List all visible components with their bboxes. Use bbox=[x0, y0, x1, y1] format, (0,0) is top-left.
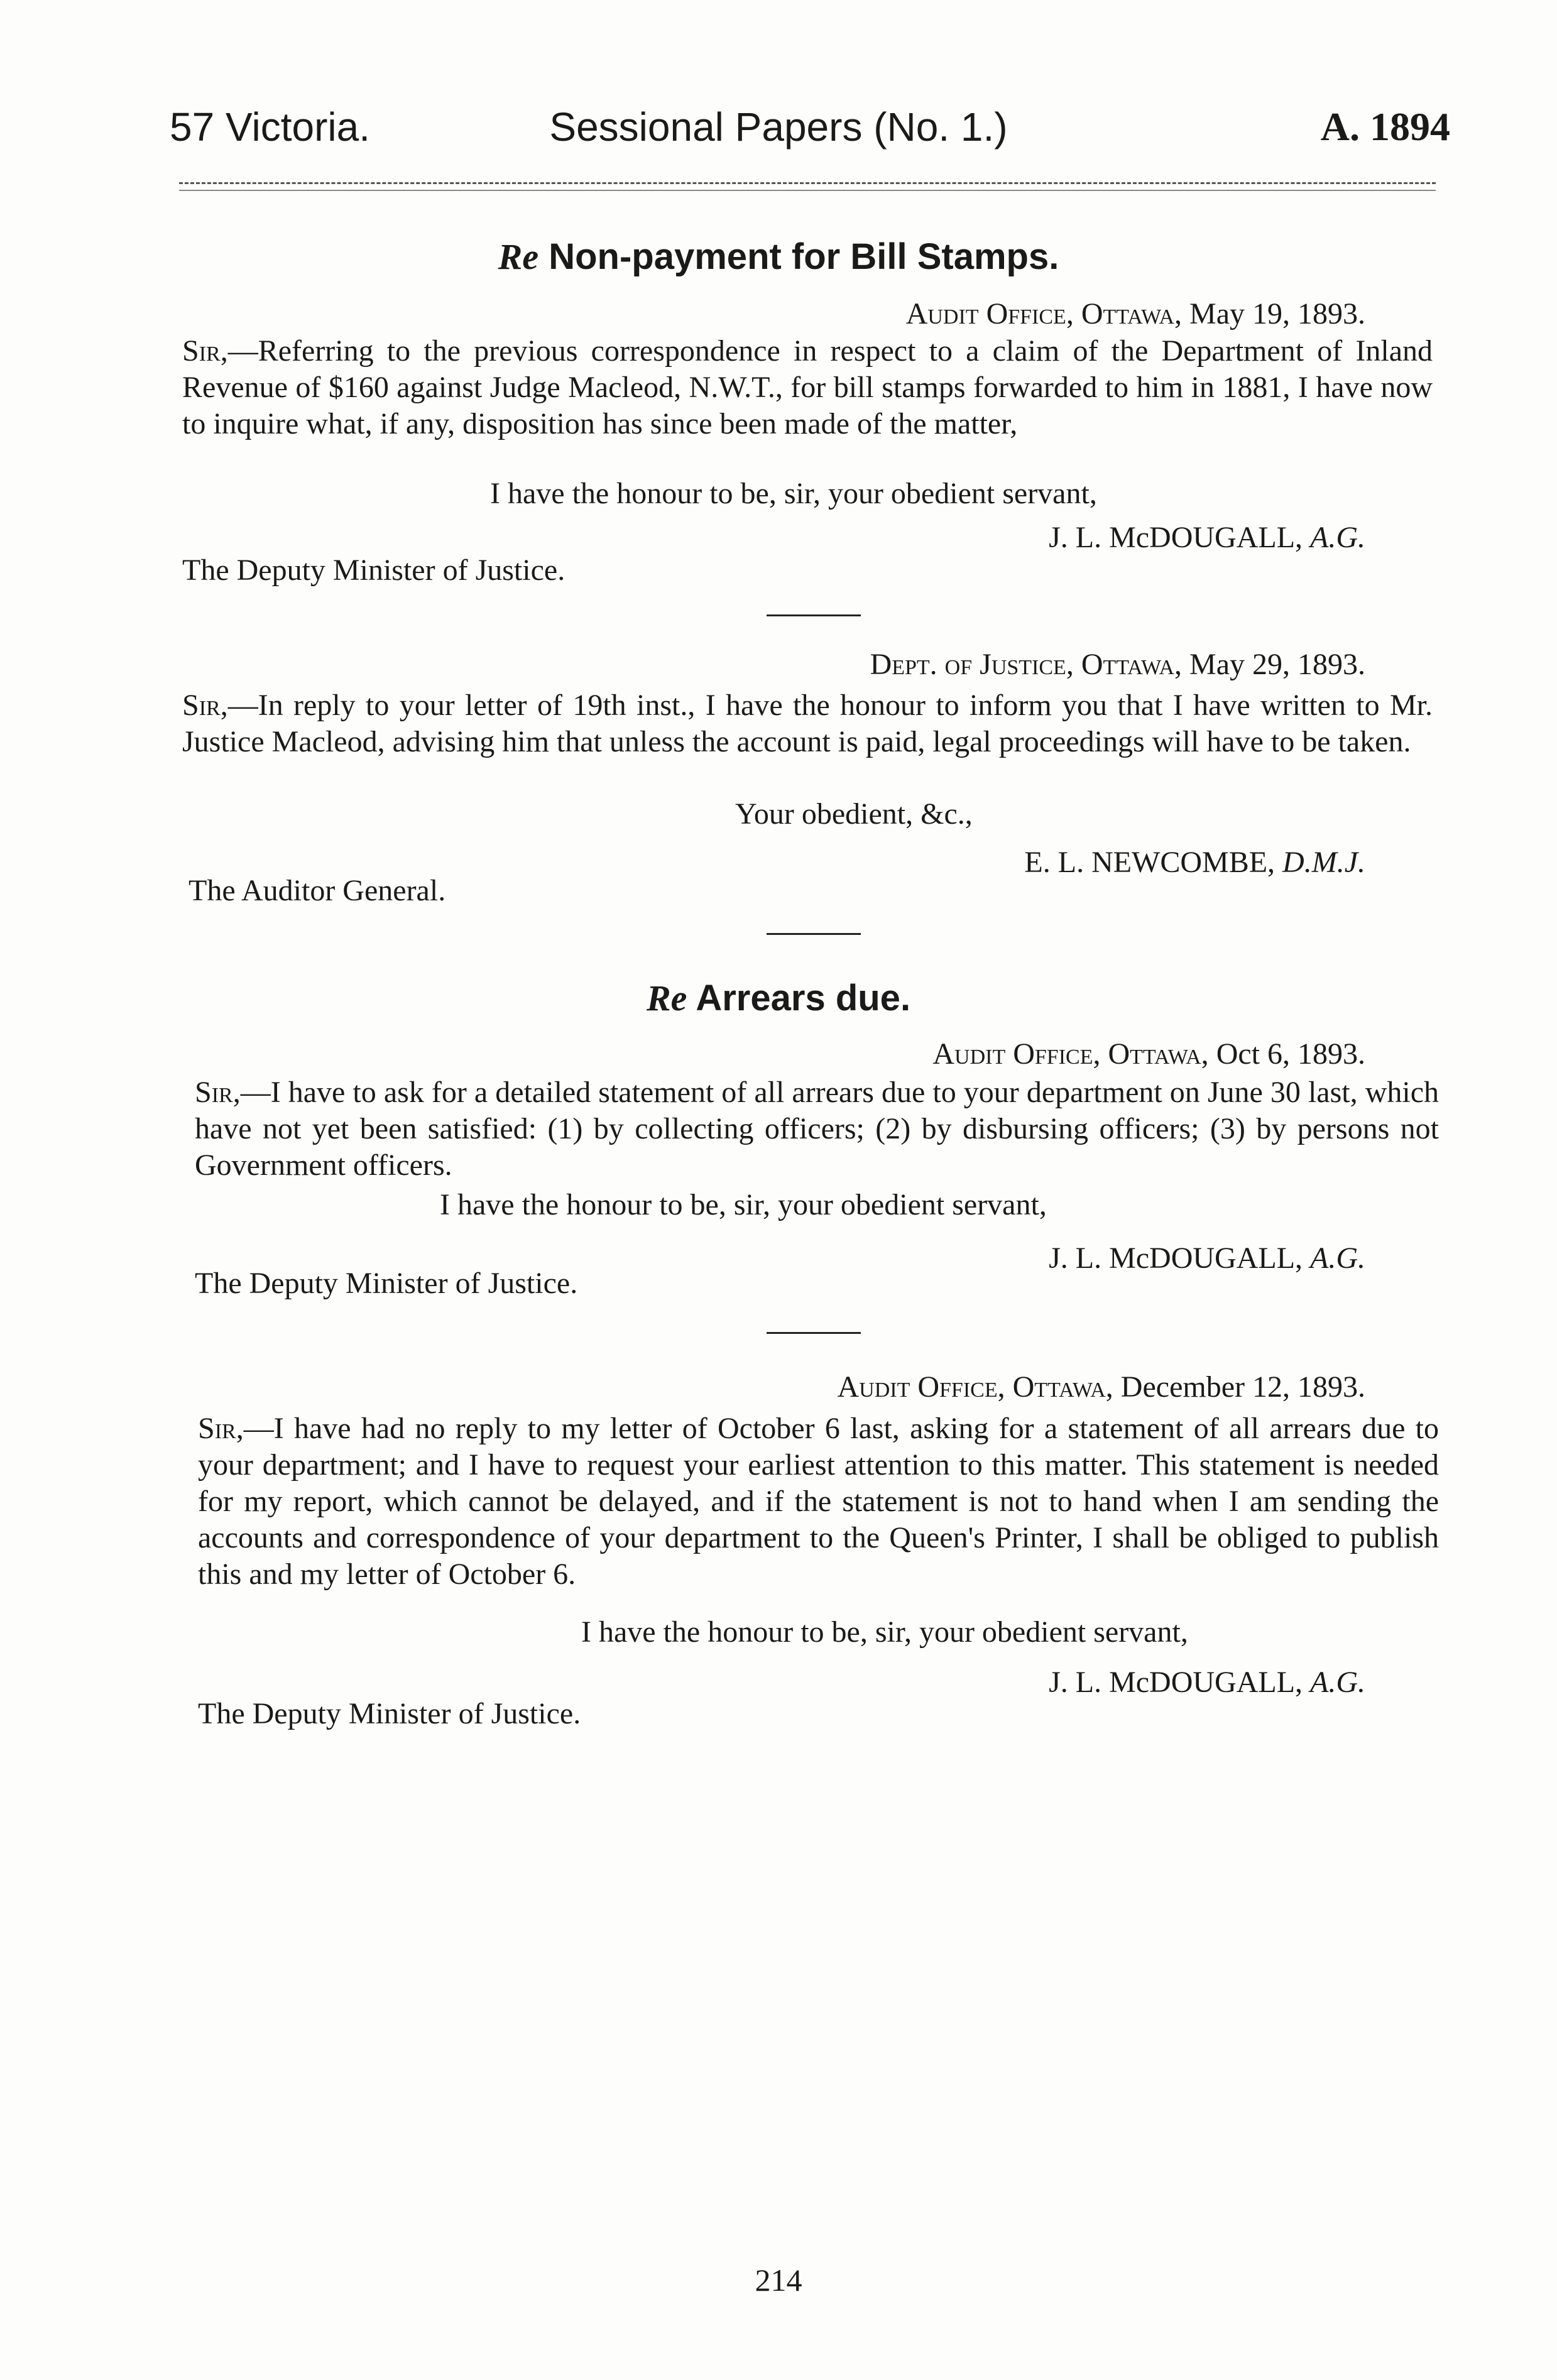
letter-signature bbox=[1049, 520, 1365, 555]
letter-separator bbox=[767, 614, 861, 616]
salutation: Sir, bbox=[198, 1412, 244, 1445]
dateline-date: May 29, 1893. bbox=[1189, 648, 1365, 681]
letter-body-text: —I have had no reply to my letter of October 6 last, asking for a statement of all arrears due to your department; and I have to request your earliest attention to this matter. This statement is needed for my report, which cannot be delayed, and if the statement is not to hand when I am sending the accounts and correspondence of your department to the Queen's Printer, I shall be obliged to publish this and my letter of October 6. bbox=[198, 1412, 1439, 1591]
dateline-place: Dept. of Justice, Ottawa, bbox=[870, 648, 1183, 681]
letter-body-text: —In reply to your letter of 19th inst., I have the honour to inform you that I have written to Mr. Justice Macleod, advising him that unless the account is paid, legal proceedings will have to be taken. bbox=[182, 689, 1433, 758]
letter-addressee: The Deputy Minister of Justice. bbox=[182, 554, 565, 587]
signature-title: A.G. bbox=[1310, 521, 1365, 554]
section-title-arrears bbox=[0, 977, 1557, 1019]
letter-body bbox=[195, 1074, 1439, 1184]
letter-addressee: The Deputy Minister of Justice. bbox=[195, 1267, 578, 1300]
signature-name: J. L. McDOUGALL, bbox=[1049, 1666, 1303, 1699]
letter-dateline bbox=[837, 1370, 1365, 1404]
salutation: Sir, bbox=[182, 334, 228, 368]
dateline-place: Audit Office, Ottawa, bbox=[905, 297, 1183, 330]
letter-addressee: The Auditor General. bbox=[188, 874, 446, 907]
letter-addressee: The Deputy Minister of Justice. bbox=[198, 1697, 581, 1730]
letter-dateline bbox=[870, 647, 1365, 682]
signature-name: J. L. McDOUGALL, bbox=[1049, 521, 1303, 554]
signature-name: J. L. McDOUGALL, bbox=[1049, 1242, 1303, 1275]
letter-body bbox=[182, 687, 1433, 760]
section-title-text: Arrears due. bbox=[696, 978, 911, 1018]
section-title-re: Re bbox=[646, 978, 687, 1018]
letter-closing: I have the honour to be, sir, your obedient servant, bbox=[581, 1615, 1188, 1649]
letter-body bbox=[198, 1411, 1439, 1593]
dateline-date: May 19, 1893. bbox=[1189, 297, 1365, 330]
running-header-left: 57 Victoria. bbox=[170, 104, 370, 150]
signature-name: E. L. NEWCOMBE, bbox=[1024, 846, 1276, 879]
letter-signature bbox=[1049, 1241, 1365, 1275]
letter-closing: I have the honour to be, sir, your obedient servant, bbox=[440, 1188, 1047, 1221]
letter-body-text: —I have to ask for a detailed statement of all arrears due to your department on June 30 last, which have not yet been satisfied: (1) by collecting officers; (2) by disbursing officers; (3) by persons not Government officers. bbox=[195, 1076, 1439, 1182]
running-header-center: Sessional Papers (No. 1.) bbox=[549, 104, 1008, 150]
signature-title: A.G. bbox=[1310, 1242, 1365, 1275]
signature-title: D.M.J. bbox=[1282, 846, 1365, 879]
signature-title: A.G. bbox=[1310, 1666, 1365, 1699]
dateline-place: Audit Office, Ottawa, bbox=[932, 1037, 1209, 1071]
salutation: Sir, bbox=[182, 689, 228, 722]
letter-closing: I have the honour to be, sir, your obedient servant, bbox=[490, 477, 1097, 510]
letter-body bbox=[182, 333, 1433, 442]
letter-signature bbox=[1049, 1665, 1365, 1700]
salutation: Sir, bbox=[195, 1076, 241, 1109]
section-title-text: Non-payment for Bill Stamps. bbox=[549, 236, 1059, 277]
dateline-date: December 12, 1893. bbox=[1120, 1370, 1365, 1404]
running-header-right: A. 1894 bbox=[1320, 104, 1450, 149]
letter-signature bbox=[1024, 845, 1365, 880]
section-title-re: Re bbox=[498, 236, 539, 277]
letter-dateline bbox=[906, 297, 1365, 331]
header-rule-secondary bbox=[179, 190, 1436, 191]
section-title-bill-stamps bbox=[0, 236, 1557, 278]
dateline-place: Audit Office, Ottawa, bbox=[837, 1370, 1113, 1404]
header-rule bbox=[179, 182, 1436, 184]
page-number: 214 bbox=[755, 2263, 802, 2298]
letter-separator bbox=[767, 933, 861, 935]
letter-dateline bbox=[932, 1037, 1365, 1071]
letter-closing: Your obedient, &c., bbox=[735, 797, 973, 831]
dateline-date: Oct 6, 1893. bbox=[1216, 1037, 1365, 1071]
letter-separator bbox=[767, 1332, 861, 1334]
letter-body-text: —Referring to the previous correspondence in respect to a claim of the Department of Inland Revenue of $160 against Judge Macleod, N.W.T., for bill stamps forwarded to him in 1881, I have now to inquire what, if any, disposition has since been made of the matter, bbox=[182, 334, 1433, 440]
